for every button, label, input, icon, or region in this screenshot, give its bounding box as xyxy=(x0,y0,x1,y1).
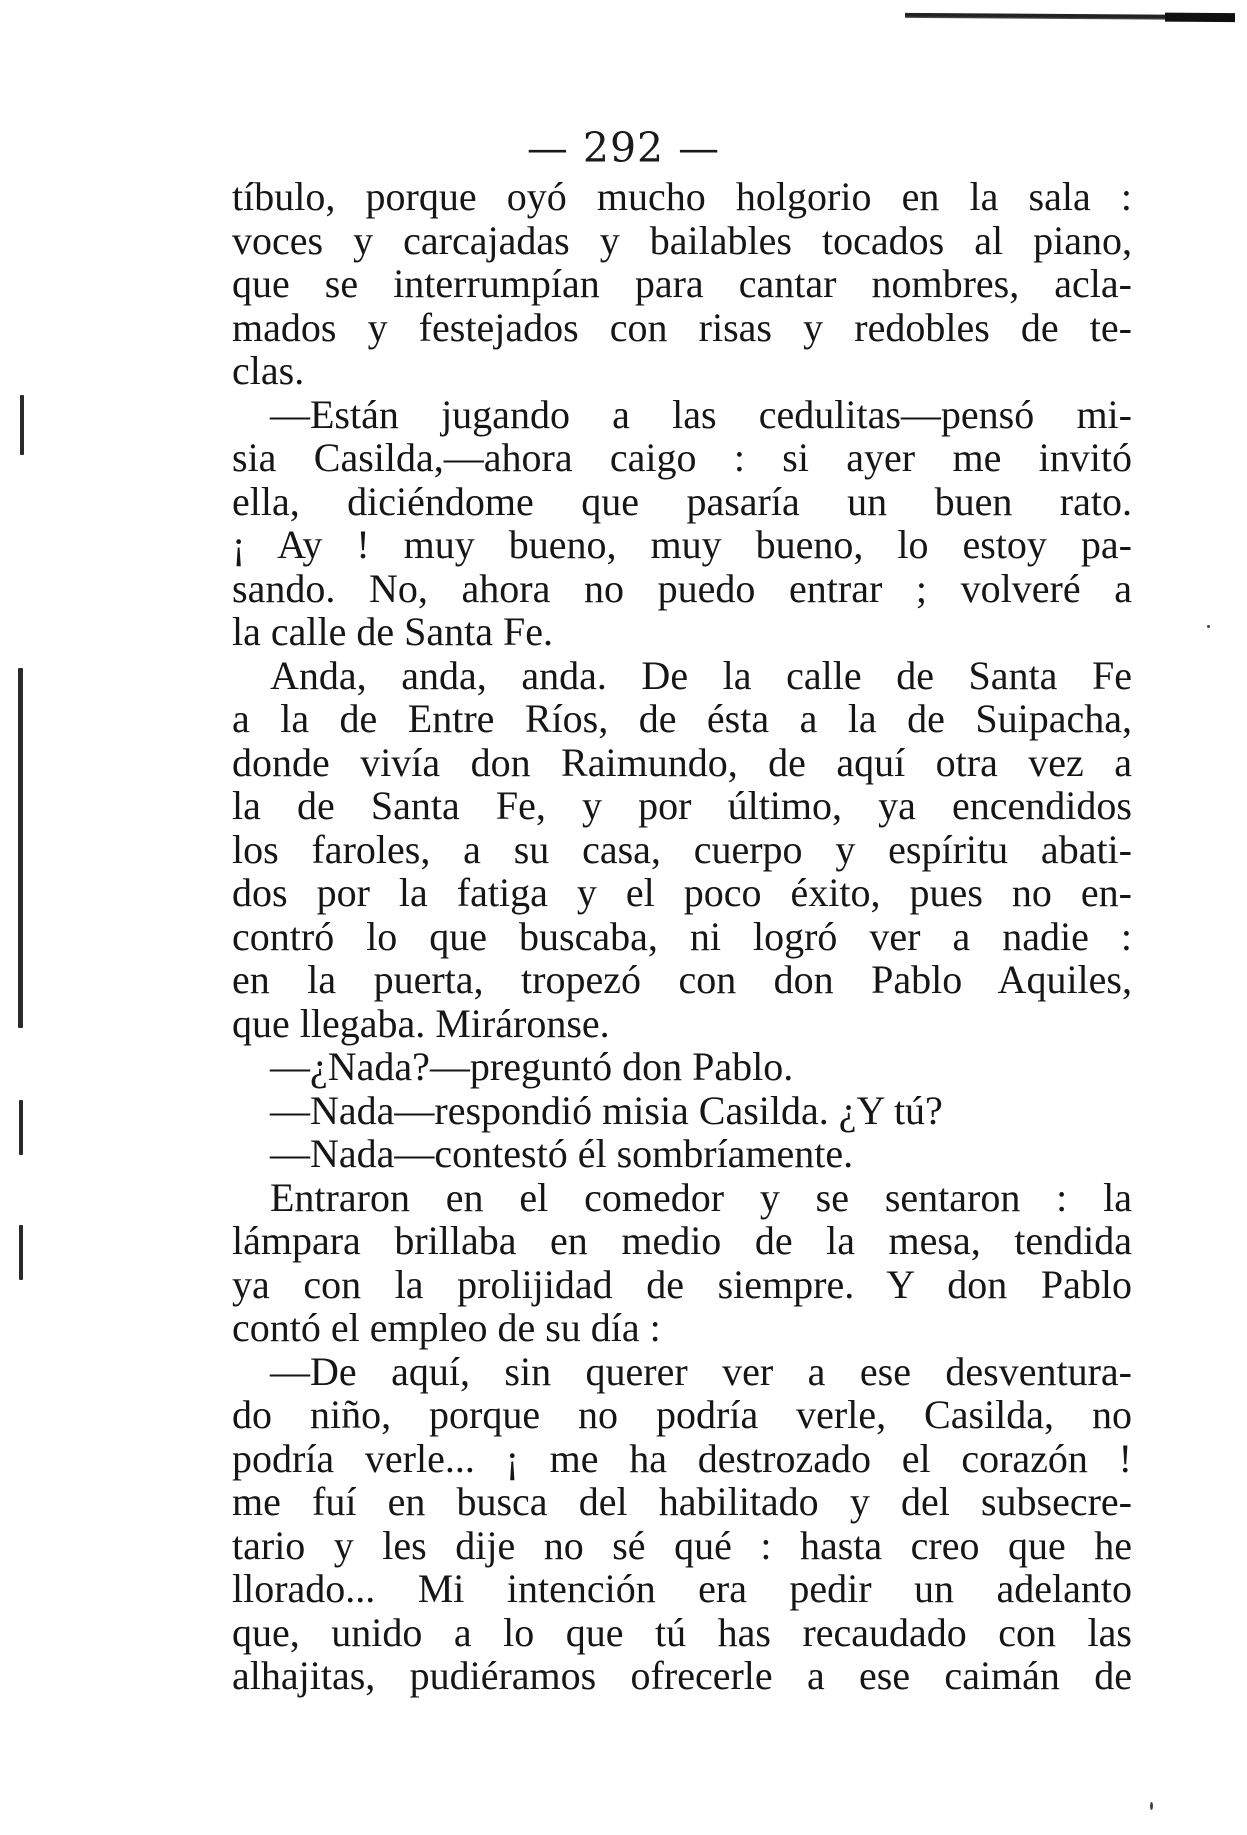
text-line: ya con la prolijidad de siempre. Y don Pablo xyxy=(232,1261,1132,1307)
text-line: dos por la fatiga y el poco éxito, pues no en- xyxy=(232,870,1132,915)
scan-mark xyxy=(20,395,24,455)
text-line: contó el empleo de su día : xyxy=(232,1305,661,1350)
text-line: —De aquí, sin querer ver a ese desventura- xyxy=(270,1348,1132,1394)
text-line: —Están jugando a las cedulitas—pensó mi- xyxy=(270,391,1132,437)
text-line: —Nada—respondió misia Casilda. ¿Y tú? xyxy=(270,1087,943,1133)
text-line: tíbulo, porque oyó mucho holgorio en la sala : xyxy=(232,174,1132,219)
text-line: —¿Nada?—preguntó don Pablo. xyxy=(270,1044,794,1089)
text-line: llorado... Mi intención era pedir un adelanto xyxy=(232,1566,1132,1611)
text-line: contró lo que buscaba, ni logró ver a nadie : xyxy=(232,913,1132,959)
text-line: alhajitas, pudiéramos ofrecerle a ese caimán de xyxy=(232,1653,1132,1698)
text-line: ¡ Ay ! muy bueno, muy bueno, lo estoy pa- xyxy=(232,522,1132,567)
text-line: donde vivía don Raimundo, de aquí otra vez a xyxy=(232,739,1132,785)
text-line: que, unido a lo que tú has recaudado con las xyxy=(232,1609,1132,1655)
text-line: tario y les dije no sé qué : hasta creo que he xyxy=(232,1522,1132,1568)
text-line: ella, diciéndome que pasaría un buen rato. xyxy=(232,478,1132,524)
text-line: la de Santa Fe, y por último, ya encendidos xyxy=(232,783,1132,828)
text-line: me fuí en busca del habilitado y del subsecre- xyxy=(232,1479,1132,1524)
text-line: mados y festejados con risas y redobles de te- xyxy=(232,304,1132,350)
text-line: que se interrumpían para cantar nombres, acla- xyxy=(232,261,1132,306)
text-line: que llegaba. Miráronse. xyxy=(232,1000,610,1046)
text-line: lámpara brillaba en medio de la mesa, tendida xyxy=(232,1218,1132,1263)
text-line: Entraron en el comedor y se sentaron : la xyxy=(270,1174,1132,1220)
speck xyxy=(1207,625,1210,628)
text-line: —Nada—contestó él sombríamente. xyxy=(270,1131,854,1176)
text-line: Anda, anda, anda. De la calle de Santa Fe xyxy=(270,652,1132,698)
text-line: voces y carcajadas y bailables tocados al piano, xyxy=(232,217,1132,263)
text-line: do niño, porque no podría verle, Casilda, no xyxy=(232,1392,1132,1437)
text-line: a la de Entre Ríos, de ésta a la de Suipacha, xyxy=(232,696,1132,741)
page-number: — 292 — xyxy=(526,124,721,172)
text-line: en la puerta, tropezó con don Pablo Aquiles, xyxy=(232,957,1132,1002)
text-line: la calle de Santa Fe. xyxy=(232,609,553,654)
scan-mark xyxy=(18,668,23,1028)
top-rule xyxy=(905,13,1235,20)
scan-mark xyxy=(19,1100,23,1155)
text-line: los faroles, a su casa, cuerpo y espíritu abati- xyxy=(232,826,1132,872)
body-text xyxy=(232,175,1132,1698)
text-line: podría verle... ¡ me ha destrozado el corazón ! xyxy=(232,1435,1132,1481)
text-line: sando. No, ahora no puedo entrar ; volveré a xyxy=(232,565,1132,611)
text-line: clas. xyxy=(232,348,305,393)
scan-mark xyxy=(19,1225,23,1280)
speck xyxy=(1150,1802,1153,1810)
text-line: sia Casilda,—ahora caigo : si ayer me invitó xyxy=(232,435,1132,480)
